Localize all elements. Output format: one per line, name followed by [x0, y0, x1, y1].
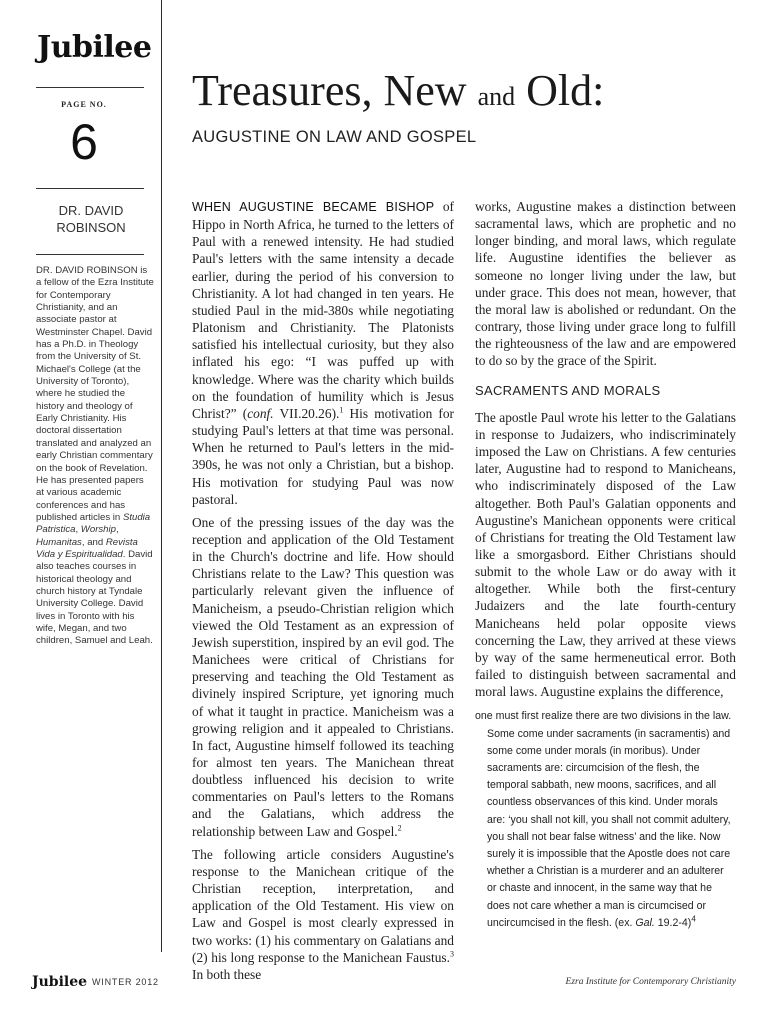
article-title: [192, 66, 604, 122]
citation: conf.: [247, 405, 274, 421]
footer-organization: Ezra Institute for Contemporary Christianity: [565, 977, 736, 987]
footnote-marker: 4: [691, 914, 696, 924]
bio-text: DR. DAVID ROBINSON is a fellow of the Ezra Institute for Contemporary Christianity, and an associate pastor at Westminster Chapel. David has a Ph.D. in Theology from the University of St. Michael's College (at the University of Toronto), where he studied the history and theology of Early Christianity. His doctoral dissertation translated and analyzed an early Christian commentary on the book of Revelation. He has presented papers at various academic conferences and has published articles in: [36, 265, 154, 523]
footnote-marker: 2: [397, 823, 402, 833]
title-conjunction: and: [477, 82, 516, 111]
title-part: Old:: [526, 66, 605, 115]
bio-separator: ,: [75, 524, 81, 536]
lead-in: WHEN AUGUSTINE BECAME BISHOP: [192, 200, 435, 214]
block-quote: [475, 708, 736, 932]
masthead-rule: [36, 87, 144, 88]
article-column-left: [192, 198, 454, 989]
footnote-marker: 1: [339, 405, 344, 415]
footnote-marker: 3: [450, 949, 454, 959]
paragraph-text: In both these: [192, 966, 262, 982]
paragraph-text: of Hippo in North Africa, he turned to the letters of Paul with a renewed intensity. He had studied Paul's letters with the same intensity a decade earlier, during the period of his conversion to Christianity. A lot had changed in ten years. He studied Paul in the mid-380s while negotiating Platonism and Christianity. The Platonists satisfied his intellectual curiosity, but they also inflated his ego: “I was puffed up with knowledge. Where was the charity which builds on the foundation of humility which is Jesus Christ?” (: [192, 199, 454, 421]
bio-publication: Worship: [80, 524, 116, 536]
paragraph: [192, 846, 454, 983]
paragraph-text: VII.20.26).: [273, 405, 340, 421]
bio-separator: , and: [81, 536, 106, 548]
bio-publication: Humanitas: [36, 536, 82, 548]
section-heading: SACRAMENTS AND MORALS: [475, 382, 661, 398]
bio-text: . David also teaches courses in historical theology and church history at Tyndale University College. David lives in Toronto with his wife, Megan, and two children, Samuel and Leah.: [36, 548, 153, 647]
paragraph: [192, 198, 454, 508]
page-number-label: PAGE NO.: [61, 100, 107, 109]
quote-text: one must first realize there are two divisions: [475, 710, 682, 723]
footer-issue: WINTER 2012: [92, 977, 159, 987]
paragraph: [192, 514, 454, 840]
quote-text: in the law. Some come under sacraments (in sacramentis) and some come under morals (in moribus). Under sacraments are: circumcision of the flesh, the temporal sabbath, new moons, sacrifices, and all countless observances of this kind. Under morals are: ‘you shall not kill, you shall not commit adultery, you shall not bear false witness’ and the like. Now surely it is impossible that the Apostle does not care whether a Christian is a murderer and an adulterer or chaste and innocent, in the same way that he does not care whether a man is circumcised or uncircumcised in the flesh. (ex.: [487, 710, 732, 929]
footer-logo: Jubilee: [32, 974, 88, 990]
paragraph: The apostle Paul wrote his letter to the Galatians in response to Judaizers, who indiscriminately imposed the Law on Christians. A few centuries later, Augustine had to respond to Manicheans, who indiscriminately disposed of the Law altogether. Both Paul's Galatian opponents and Augustine's Manichean opponents were critical of Christians for treating the Old Testament law like a smorgasbord. Either Christians should submit to the whole Law or do away with it altogether. While both the first-century Judaizers and the late fourth-century Manicheans held polar opposite views concerning the Law, they arrived at these views by way of the same hermeneutical error. Both failed to distinguish between sacramental and moral laws. Augustine explains the difference,: [475, 409, 736, 700]
author-bio: [36, 265, 154, 648]
article-subtitle: AUGUSTINE ON LAW AND GOSPEL: [192, 128, 477, 146]
page-number: 6: [70, 114, 98, 170]
title-part: Treasures, New: [192, 66, 467, 115]
citation: Gal.: [635, 916, 655, 929]
quote-text: 19.2-4): [654, 916, 692, 929]
paragraph-text: The following article considers Augustine's response to the Manichean critique of the Christian reception, interpretation, and application of the Old Testament. His view on Law and Gospel is most clearly expressed in two works: (1) his commentary on Galatians and (2) his long response to the Manichean Faustus.: [192, 846, 454, 965]
page-number-rule: [36, 188, 144, 189]
author-name: DR. DAVID ROBINSON: [56, 203, 126, 235]
sidebar-divider: [161, 0, 162, 952]
bio-publication: Revista Vida y Espiritualidad: [36, 536, 138, 560]
article-column-right: [475, 198, 736, 932]
paragraph: works, Augustine makes a distinction between sacramental laws, which are prophetic and no longer binding, and moral laws, which regulate life. Augustine identifies the believer as someone no longer living under the law, but under grace. This does not mean, however, that the moral law is abolished or redundant. On the contrary, those living under grace long to fulfill the righteousness of the law and are empowered to do so by the grace of the Spirit.: [475, 199, 736, 369]
author-rule: [36, 254, 144, 255]
paragraph-text: One of the pressing issues of the day was the reception and application of the Old Testament in the Church's doctrine and life. How should Christians relate to the Law? This question was particularly relevant given the influence of Manicheism, a pseudo-Christian religion which viewed the Old Testament as an expression of Jewish superstition, inspired by an evil god. The Manichees were critical of Christians for preserving and teaching the Old Testament as divinely inspired Scripture, yet ignoring much of what it taught in practice. Manicheism was a growing religion and it appealed to Christians. In fact, Augustine himself followed its teaching for almost ten years. The Manichean threat doubtless influenced his decision to write commentaries on Paul's letters to the Romans and the Galatians, which address the relationship between Law and Gospel.: [192, 514, 454, 839]
paragraph-text: His motivation for studying Paul's letters at that time was personal. When he returned to Paul's letters in the mid-390s, he was not only a Christian, but a bishop. His motivation for studying Paul was now pastoral.: [192, 405, 455, 507]
bio-publication: Studia Patristica: [36, 511, 151, 536]
bio-separator: ,: [115, 524, 119, 536]
masthead-logo: Jubilee: [37, 30, 152, 65]
